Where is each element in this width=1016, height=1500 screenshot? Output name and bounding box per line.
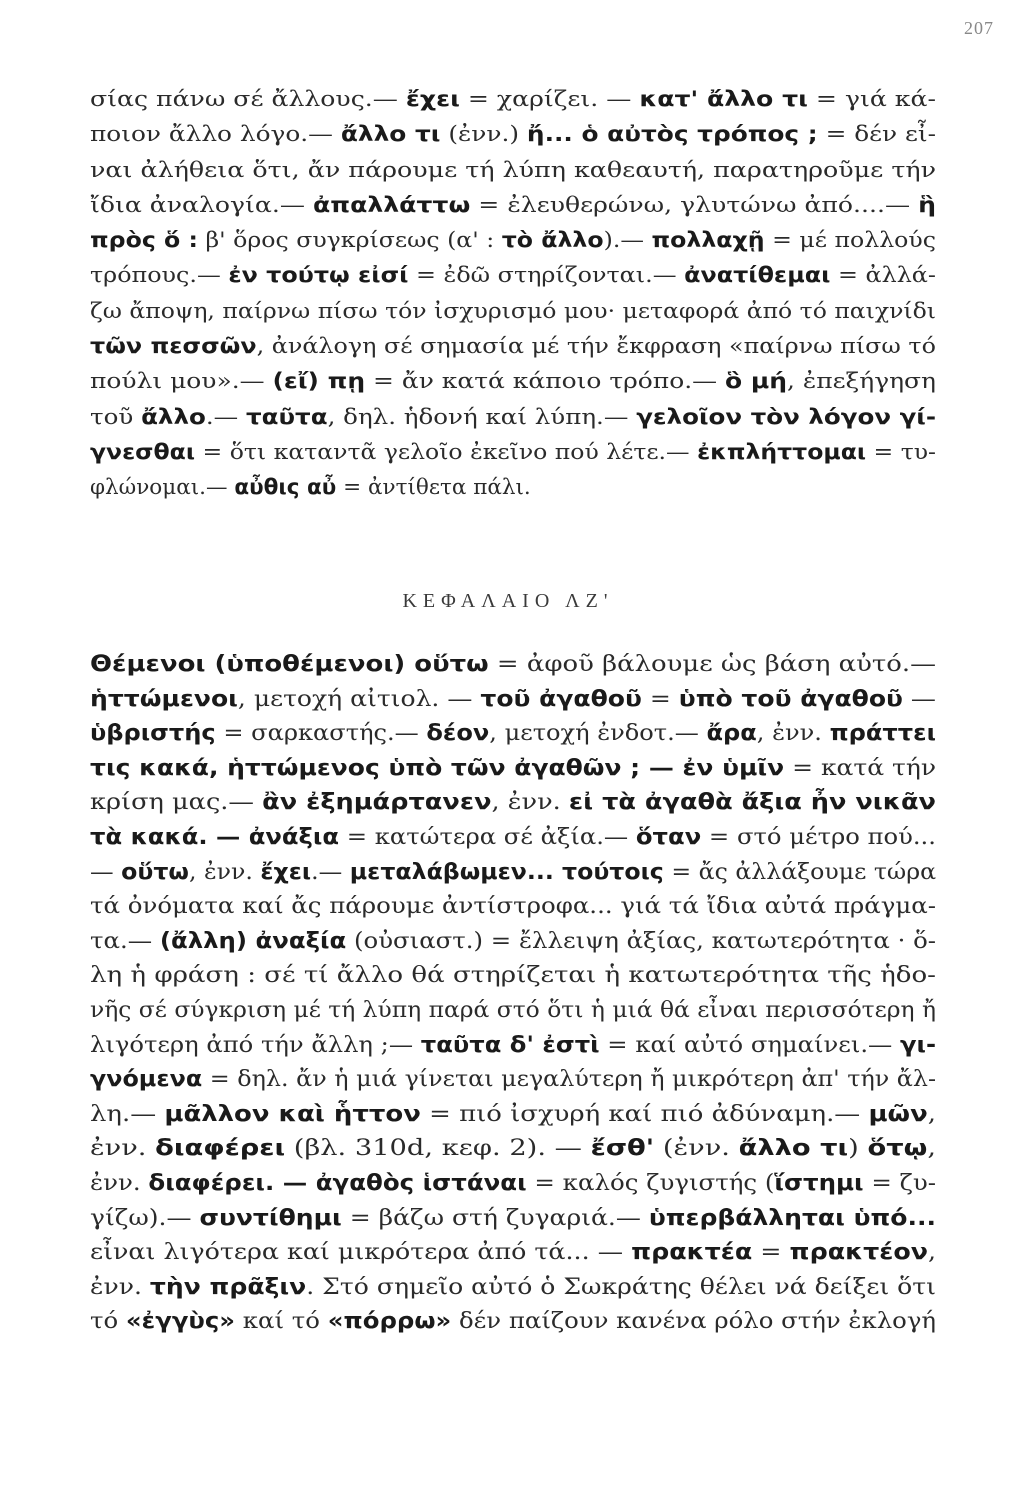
text-line <box>90 223 936 258</box>
text-line-content: εἶναι λιγότερα καί μικρότερα ἀπό τά... — πρακτέα = πρακτέον, <box>90 1240 937 1266</box>
text-line-content: τὰ κακά. — ἀνάξια = κατώτερα σέ ἀξία.— ὅταν = στό μέτρο πού... <box>90 824 936 850</box>
text-line-content: ἐνν. διαφέρει (βλ. 310d, κεφ. 2). — ἔσθ' (ἐνν. ἄλλο τι) ὅτῳ, <box>90 1136 937 1162</box>
text-line <box>90 1236 936 1271</box>
text-line-content: ἡττώμενοι, μετοχή αἰτιολ. — τοῦ ἀγαθοῦ = ὑπὸ τοῦ ἀγαθοῦ — <box>90 686 936 712</box>
text-line <box>90 1271 936 1306</box>
text-line-content: ποιον ἄλλο λόγο.— ἄλλο τι (ἐνν.) ἤ... ὁ αὐτὸς τρόπος ; = δέν εἶ- <box>90 122 936 148</box>
text-line <box>90 1098 936 1133</box>
text-line <box>90 294 936 329</box>
text-line <box>90 856 936 891</box>
text-line-content: ζω ἄποψη, παίρνω πίσω τόν ἰσχυρισμό μου· μεταφορά ἀπό τό παιχνίδι <box>90 298 937 324</box>
text-line <box>90 1202 936 1237</box>
text-line <box>90 1305 936 1340</box>
text-line-content: πούλι μου».— (εἴ) πῃ = ἄν κατά κάποιο τρόπο.— ὃ μή, ἐπεξήγηση <box>90 369 937 395</box>
text-line <box>90 435 936 470</box>
text-line-content: λη.— μᾶλλον καὶ ἧττον = πιό ἰσχυρή καί πιό ἀδύναμη.— μῶν, <box>90 1101 936 1127</box>
text-line <box>90 329 936 364</box>
text-line-content: τρόπους.— ἐν τούτῳ εἰσί = ἐδῶ στηρίζονται.— ἀνατίθεμαι = ἀλλά- <box>90 263 936 289</box>
commentary-section-2 <box>90 648 936 1340</box>
chapter-title: ΚΕΦΑΛΑΙΟ ΛΖ' <box>402 590 614 612</box>
text-line <box>90 1132 936 1167</box>
text-line-content: γνόμενα = δηλ. ἄν ἡ μιά γίνεται μεγαλύτερη ἤ μικρότερη ἀπ' τήν ἄλ- <box>90 1067 937 1093</box>
text-line-content: ἐνν. διαφέρει. — ἀγαθὸς ἱστάναι = καλός ζυγιστής (ἵστημι = ζυ- <box>90 1170 937 1196</box>
text-line <box>90 717 936 752</box>
text-line <box>90 1029 936 1064</box>
text-line-content: τα.— (ἄλλη) ἀναξία (οὐσιαστ.) = ἔλλειψη ἀξίας, κατωτερότητα · ὅ- <box>90 928 937 954</box>
text-line <box>90 821 936 856</box>
text-line-content: — οὕτω, ἐνν. ἔχει.— μεταλάβωμεν... τούτοις = ἄς ἀλλάξουμε τώρα <box>90 859 937 885</box>
text-line <box>90 82 936 117</box>
text-line-content: ἐνν. τὴν πρᾶξιν. Στό σημεῖο αὐτό ὁ Σωκράτης θέλει νά δείξει ὅτι <box>90 1274 936 1300</box>
text-line-content: τῶν πεσσῶν, ἀνάλογη σέ σημασία μέ τήν ἔκφραση «παίρνω πίσω τό <box>90 334 936 360</box>
text-line-content: λιγότερη ἀπό τήν ἄλλη ;— ταῦτα δ' ἐστὶ = καί αὐτό σημαίνει.— γι- <box>90 1032 937 1058</box>
text-line-content: σίας πάνω σέ ἄλλους.— ἔχει = χαρίζει. — κατ' ἄλλο τι = γιά κά- <box>90 87 936 112</box>
text-line <box>90 258 936 293</box>
text-line <box>90 364 936 399</box>
commentary-section-1 <box>90 82 936 506</box>
text-line-content: νῆς σέ σύγκριση μέ τή λύπη παρά στό ὅτι ἡ μιά θά εἶναι περισσότερη ἤ <box>90 997 937 1023</box>
text-line <box>90 153 936 188</box>
text-line <box>90 890 936 925</box>
text-line-content: Θέμενοι (ὑποθέμενοι) οὕτω = ἀφοῦ βάλουμε ὡς βάση αὐτό.— <box>90 652 937 677</box>
text-line-content: τις κακά, ἡττώμενος ὑπὸ τῶν ἀγαθῶν ; — ἐν ὑμῖν = κατά τήν <box>90 755 937 781</box>
text-line-content: γνεσθαι = ὅτι καταντᾶ γελοῖο ἐκεῖνο πού λέτε.— ἐκπλήττομαι = τυ- <box>90 439 937 465</box>
text-line-content: γίζω).— συντίθημι = βάζω στή ζυγαριά.— ὑπερβάλληται ὑπό... <box>90 1205 936 1231</box>
text-line <box>90 1063 936 1098</box>
text-line <box>90 400 936 435</box>
text-line <box>90 683 936 718</box>
text-line <box>90 959 936 994</box>
text-line <box>90 1167 936 1202</box>
text-line-content: λη ἡ φράση : σέ τί ἄλλο θά στηρίζεται ἡ κατωτερότητα τῆς ἡδο- <box>90 963 937 989</box>
text-line-content: τό «ἐγγὺς» καί τό «πόρρω» δέν παίζουν κανένα ρόλο στήν ἐκλογή <box>90 1309 936 1335</box>
text-line <box>90 786 936 821</box>
text-line <box>90 117 936 152</box>
text-line <box>90 648 936 683</box>
text-line <box>90 994 936 1029</box>
text-line-content: κρίση μας.— ἂν ἐξημάρτανεν, ἐνν. εἰ τὰ ἀγαθὰ ἄξια ἦν νικᾶν <box>90 790 936 816</box>
text-line-content: φλώνομαι.— αὖθις αὖ = ἀντίθετα πάλι. <box>90 475 531 501</box>
text-line <box>90 470 936 505</box>
text-line <box>90 752 936 787</box>
text-line <box>90 188 936 223</box>
text-line-content: τά ὀνόματα καί ἄς πάρουμε ἀντίστροφα... γιά τά ἴδια αὐτά πράγμα- <box>90 894 936 920</box>
text-line-content: ὑβριστής = σαρκαστής.— δέον, μετοχή ἐνδοτ.— ἄρα, ἐνν. πράττει <box>90 721 936 747</box>
text-line <box>90 925 936 960</box>
text-line-content: τοῦ ἄλλο.— ταῦτα, δηλ. ἡδονή καί λύπη.— γελοῖον τὸν λόγον γί- <box>90 404 937 430</box>
text-line-content: πρὸς ὅ : β' ὅρος συγκρίσεως (α' : τὸ ἄλλο).— πολλαχῇ = μέ πολλούς <box>90 228 936 254</box>
page-number: 207 <box>964 18 994 38</box>
text-line-content: ἴδια ἀναλογία.— ἀπαλλάττω = ἐλευθερώνω, γλυτώνω ἀπό....— ἣ <box>90 192 936 218</box>
text-line-content: ναι ἀλήθεια ὅτι, ἄν πάρουμε τή λύπη καθεαυτή, παρατηροῦμε τήν <box>90 157 936 183</box>
